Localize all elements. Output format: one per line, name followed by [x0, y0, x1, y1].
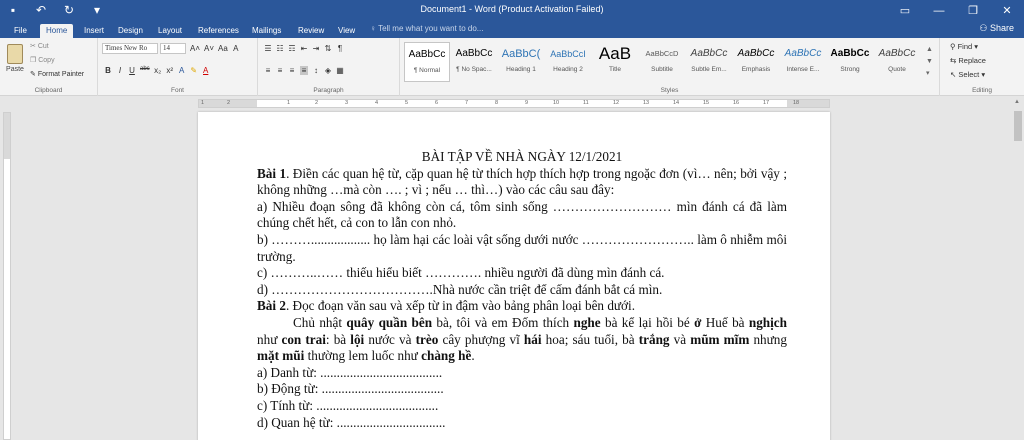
style-preview: AaBbCc	[455, 48, 493, 59]
pilcrow-icon[interactable]: ¶	[337, 44, 343, 53]
answer-line-verb: b) Động từ: .....................................	[257, 381, 444, 397]
ruler-tick: 4	[375, 100, 379, 106]
exercise-2-text: . Đọc đoạn văn sau và xếp từ in đậm vào bảng phân loại bên dưới.	[285, 298, 635, 314]
tab-file[interactable]: File	[14, 26, 27, 35]
document-title: BÀI TẬP VỀ NHÀ NGÀY 12/1/2021	[421, 149, 623, 164]
passage-text: : bà	[325, 331, 351, 347]
tell-me-text: Tell me what you want to do...	[378, 24, 484, 33]
bold-word: nghịch	[748, 314, 787, 330]
justify-icon[interactable]: ≡	[301, 66, 307, 75]
tab-insert[interactable]: Insert	[84, 26, 105, 35]
underline-button[interactable]: U	[129, 66, 135, 75]
styles-group	[400, 38, 940, 96]
change-case-button[interactable]: Aa	[218, 44, 228, 53]
ruler-tick: 10	[553, 100, 560, 106]
style-name: Emphasis	[741, 66, 771, 73]
person-icon: ⚇	[979, 23, 990, 33]
tab-design[interactable]: Design	[118, 26, 143, 35]
ruler-tick: 18	[793, 100, 800, 106]
ruler-tick: 1	[287, 100, 291, 106]
customize-qat-icon[interactable]: ▾	[93, 3, 101, 17]
paragraph-group	[258, 38, 400, 96]
ruler-tick: 7	[465, 100, 469, 106]
style-heading-2[interactable]	[545, 42, 591, 82]
undo-icon[interactable]: ↶	[35, 3, 47, 17]
restore-button[interactable]: ❐	[968, 5, 978, 17]
ribbon-tabs	[0, 22, 1024, 38]
ruler-tick: 13	[643, 100, 650, 106]
copy-button[interactable]	[30, 56, 55, 64]
window-title: Document1 - Word (Product Activation Failed)	[420, 4, 604, 14]
style-name: Title	[608, 66, 622, 73]
bold-word: trèo	[415, 331, 439, 347]
exercise-2-label: Bài 2	[257, 298, 286, 314]
style-preview: AaBbCcI	[550, 49, 586, 59]
style-name: Strong	[840, 66, 860, 73]
scissors-icon: ✂	[30, 43, 38, 50]
document-page[interactable]	[198, 112, 830, 440]
bold-word: nghe	[573, 314, 601, 330]
style-subtitle[interactable]	[639, 42, 685, 82]
reading-passage	[257, 315, 787, 365]
passage-text: và	[669, 331, 691, 347]
bold-word: lội	[350, 331, 365, 347]
find-label: Find	[957, 42, 973, 51]
font-group	[98, 38, 258, 96]
lightbulb-icon: ♀	[370, 24, 379, 33]
style-intense-emphasis[interactable]	[780, 42, 826, 82]
replace-icon: ⇆	[950, 56, 959, 65]
bold-word: trắng	[638, 331, 670, 347]
bold-word: mặt mũi	[257, 348, 305, 364]
style-subtle-emphasis[interactable]	[686, 42, 732, 82]
shading-icon[interactable]: ◈	[324, 66, 332, 75]
paste-label: Paste	[6, 66, 24, 73]
style-preview: AaBbC(	[501, 48, 541, 60]
strikethrough-button[interactable]: abc	[140, 66, 150, 72]
sentence-b: b) ……….................. họ làm hại các loài vật sống dưới nước …………………….. làm ô nhiễm môi trường.	[257, 231, 787, 264]
ruler-tick: 2	[227, 100, 231, 106]
clipboard-group	[0, 38, 98, 96]
style-preview: AaBbCcD	[645, 49, 679, 58]
format-painter-button[interactable]	[30, 70, 84, 78]
bold-word: hái	[523, 331, 542, 347]
ruler-tick: 6	[435, 100, 439, 106]
close-button[interactable]: ✕	[1002, 5, 1012, 17]
style-name: Intense E...	[786, 66, 820, 73]
cut-label: Cut	[37, 43, 49, 50]
passage-text: nước và	[364, 331, 416, 347]
shrink-font-button[interactable]: A˅	[204, 44, 215, 53]
answer-line-adjective: c) Tính từ: .....................................	[257, 397, 439, 413]
font-size-box[interactable]: 14	[160, 43, 186, 54]
style-preview: AaBbCc	[784, 48, 822, 59]
clipboard-icon	[7, 44, 23, 64]
exercise-1-label: Bài 1	[257, 165, 287, 181]
passage-text: cây phượng vĩ	[438, 331, 524, 347]
bold-word: chàng hề	[421, 348, 472, 364]
tell-me-box[interactable]	[370, 24, 483, 33]
font-group-label: Font	[170, 87, 184, 94]
copy-icon: ❐	[30, 57, 39, 64]
ruler-tick: 8	[495, 100, 499, 106]
font-color-icon[interactable]: A	[203, 66, 209, 75]
answer-line-noun: a) Danh từ: .....................................	[257, 364, 443, 380]
title-bar	[0, 0, 1024, 22]
horizontal-ruler[interactable]	[198, 99, 830, 108]
paragraph-group-label: Paragraph	[313, 87, 344, 94]
bold-button[interactable]: B	[105, 66, 111, 75]
share-button[interactable]	[979, 23, 1014, 34]
style-heading-1[interactable]	[498, 42, 544, 82]
italic-button[interactable]: I	[118, 66, 122, 75]
grow-font-button[interactable]: A˄	[190, 44, 201, 53]
cursor-icon: ↖	[950, 70, 959, 79]
clipboard-group-label: Clipboard	[34, 87, 63, 94]
align-center-icon[interactable]: ≡	[277, 66, 283, 75]
bold-word: ở	[694, 314, 702, 330]
ruler-tick: 9	[525, 100, 529, 106]
bold-word: mũm mĩm	[690, 331, 750, 347]
style-name: ¶ Normal	[413, 67, 441, 74]
style-preview: AaBbCc	[408, 49, 446, 60]
answer-line-relation-word: d) Quan hệ từ: .................................	[257, 414, 446, 430]
style-normal[interactable]	[404, 42, 450, 82]
ruler-tick: 2	[315, 100, 319, 106]
passage-text: Chủ nhật	[293, 314, 347, 330]
replace-label: Replace	[958, 56, 986, 65]
numbering-icon[interactable]: ☷	[276, 44, 284, 53]
ruler-tick: 1	[201, 100, 205, 106]
tab-layout[interactable]: Layout	[158, 26, 183, 35]
style-name: Heading 2	[553, 66, 583, 73]
sort-icon[interactable]: ⇅	[324, 44, 332, 53]
paragraph-row-2	[264, 66, 344, 75]
sentence-d: d) ……………………………….Nhà nước cần triệt để cấm đánh bắt cá mìn.	[257, 281, 663, 297]
borders-icon[interactable]: ▦	[336, 66, 344, 75]
exercise-1-text: . Điền các quan hệ từ, cặp quan hệ từ thích hợp thích hợp trong ngoặc đơn (vì… nên; bởi vậy ; không những …mà còn …. ; vì ; nếu … thì…) vào các câu sau đây:	[257, 165, 787, 198]
tab-mailings[interactable]: Mailings	[252, 26, 282, 35]
line-spacing-icon[interactable]: ↕	[314, 66, 318, 75]
ribbon	[0, 38, 1024, 96]
passage-text: Huế bà	[701, 314, 749, 330]
style-title[interactable]	[592, 42, 638, 82]
ruler-tick: 17	[763, 100, 770, 106]
style-name: Heading 1	[506, 66, 536, 73]
style-name: ¶ No Spac...	[456, 66, 492, 73]
editing-group-label: Editing	[972, 87, 992, 94]
search-icon: ⚲	[950, 42, 958, 51]
exercise-2-paragraph	[257, 298, 787, 315]
find-button[interactable]: ⚲ Find ▾	[950, 42, 979, 51]
ruler-tick: 11	[583, 100, 589, 106]
style-emphasis[interactable]	[733, 42, 779, 82]
passage-text: bà kể lại hồi bé	[600, 314, 695, 330]
passage-text: .	[471, 348, 475, 364]
superscript-button[interactable]: x²	[166, 66, 174, 75]
grow-shrink-row	[190, 44, 240, 53]
passage-text: như	[257, 331, 282, 347]
cut-button[interactable]	[30, 42, 49, 50]
paintbrush-icon: ✎	[30, 71, 38, 78]
tab-review[interactable]: Review	[298, 26, 325, 35]
scroll-up-icon[interactable]: ▲	[1014, 99, 1020, 105]
style-preview: AaBbCc	[830, 48, 870, 59]
decrease-indent-icon[interactable]: ⇤	[300, 44, 308, 53]
passage-text: thường lem luốc như	[304, 348, 422, 364]
passage-text: bà, tôi và em Đốm thích	[432, 314, 574, 330]
style-name: Quote	[888, 66, 906, 73]
format-painter-label: Format Painter	[37, 71, 85, 78]
passage-text: nhưng	[749, 331, 787, 347]
multilevel-list-icon[interactable]: ☶	[288, 44, 296, 53]
vertical-ruler[interactable]	[3, 112, 11, 440]
style-name: Subtle Em...	[691, 66, 727, 73]
ruler-tick: 5	[405, 100, 409, 106]
style-preview: AaBbCc	[737, 48, 775, 59]
style-preview: AaBbCc	[690, 48, 728, 59]
style-strong[interactable]	[827, 42, 873, 82]
tab-home[interactable]: Home	[40, 24, 73, 38]
ruler-tick: 12	[613, 100, 620, 106]
window-controls	[888, 0, 1024, 22]
clear-formatting-button[interactable]: A	[233, 44, 239, 53]
replace-button[interactable]	[950, 56, 986, 65]
vertical-scrollbar[interactable]	[1012, 97, 1024, 440]
style-preview: AaBbCc	[878, 48, 916, 59]
select-label: Select	[958, 70, 980, 79]
minimize-button[interactable]: —	[933, 5, 945, 17]
bold-word: con trai	[281, 331, 326, 347]
align-right-icon[interactable]: ≡	[289, 66, 295, 75]
tab-selector[interactable]	[0, 97, 14, 109]
styles-scroll[interactable]: ▲ ▼ ▾	[926, 46, 933, 77]
document-body[interactable]	[257, 149, 787, 431]
format-row	[104, 66, 210, 75]
scrollbar-thumb[interactable]	[1014, 111, 1022, 141]
increase-indent-icon[interactable]: ⇥	[312, 44, 320, 53]
tab-references[interactable]: References	[198, 26, 239, 35]
text-effects-icon[interactable]: A	[179, 66, 185, 75]
style-no-spacing[interactable]	[451, 42, 497, 82]
passage-text: hoa; sáu tuổi, bà	[541, 331, 639, 347]
bullets-icon[interactable]: ☰	[264, 44, 272, 53]
paste-button[interactable]	[4, 42, 26, 80]
bold-word: quây quần bên	[346, 314, 433, 330]
ruler-tick: 14	[673, 100, 680, 106]
share-label: Share	[989, 23, 1014, 33]
ruler-top-margin	[4, 113, 10, 159]
copy-label: Copy	[38, 57, 55, 64]
exercise-1-paragraph	[257, 166, 787, 199]
highlight-icon[interactable]: ✎	[190, 66, 198, 75]
save-icon[interactable]: ▪	[10, 3, 16, 17]
styles-group-label: Styles	[660, 87, 679, 94]
redo-icon[interactable]: ↻	[63, 3, 75, 17]
sentence-a: a) Nhiều đoạn sông đã không còn cá, tôm sinh sống ……………………… mìn đánh cá đã làm chúng chết hết, cả con to lẫn con nhỏ.	[257, 198, 787, 231]
align-left-icon[interactable]: ≡	[265, 66, 271, 75]
ruler-tick: 15	[703, 100, 710, 106]
ruler-tick: 16	[733, 100, 740, 106]
ruler-tick: 3	[345, 100, 349, 106]
paragraph-row-1	[264, 44, 344, 53]
sentence-c: c) ………..…… thiếu hiểu biết …………. nhiều người đã dùng mìn đánh cá.	[257, 265, 665, 281]
select-button[interactable]: ↖ Select ▾	[950, 70, 986, 79]
tab-view[interactable]: View	[338, 26, 356, 35]
style-preview: AaB	[598, 44, 632, 63]
font-name-box[interactable]: Times New Ro	[102, 43, 158, 54]
style-name: Subtitle	[651, 66, 673, 73]
subscript-button[interactable]: x₂	[154, 66, 162, 75]
ribbon-display-options-button[interactable]: ▭	[899, 5, 911, 17]
style-quote[interactable]	[874, 42, 920, 82]
